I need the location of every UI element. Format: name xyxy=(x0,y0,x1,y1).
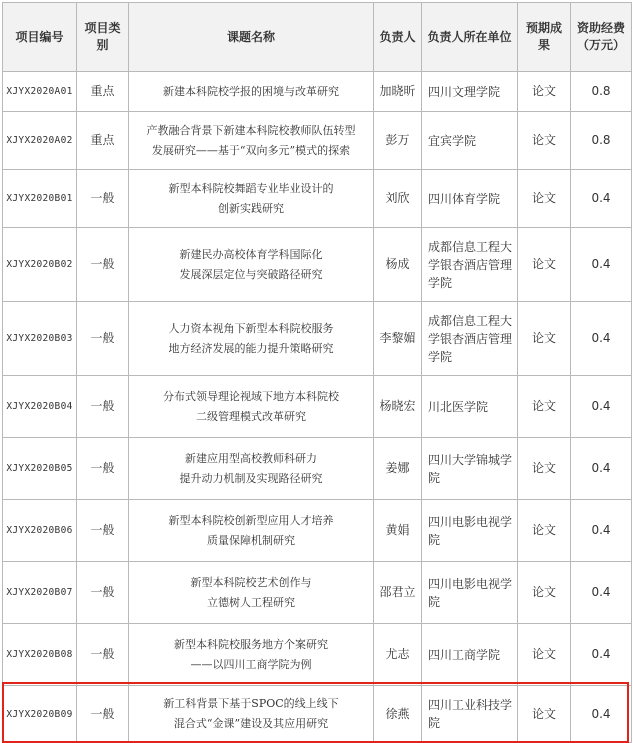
title-line: 发展研究——基于“双向多元”模式的探索 xyxy=(151,143,351,157)
cell-fee: 0.4 xyxy=(571,302,632,376)
cell-leader: 杨晓宏 xyxy=(374,376,422,438)
title-line: 新型本科院校服务地方个案研究 xyxy=(174,637,328,651)
cell-unit: 四川大学锦城学院 xyxy=(422,438,518,500)
header-code: 项目编号 xyxy=(3,3,77,72)
cell-title xyxy=(129,170,374,228)
cell-unit: 四川电影电视学院 xyxy=(422,500,518,562)
cell-leader: 黄娟 xyxy=(374,500,422,562)
cell-type: 一般 xyxy=(77,302,129,376)
cell-code: XJYX2020B04 xyxy=(3,376,77,438)
cell-code: XJYX2020A02 xyxy=(3,112,77,170)
header-outcome: 预期成果 xyxy=(518,3,571,72)
title-line: 发展深层定位与突破路径研究 xyxy=(179,267,323,281)
table-row xyxy=(3,562,632,624)
cell-type: 一般 xyxy=(77,170,129,228)
cell-fee: 0.4 xyxy=(571,624,632,686)
cell-code: XJYX2020B01 xyxy=(3,170,77,228)
title-line: 新工科背景下基于SPOC的线上线下 xyxy=(163,697,339,710)
cell-unit: 成都信息工程大学银杏酒店管理学院 xyxy=(422,228,518,302)
header-title: 课题名称 xyxy=(129,3,374,72)
title-line: 新建应用型高校教师科研力 xyxy=(185,451,317,465)
cell-outcome: 论文 xyxy=(518,500,571,562)
cell-code: XJYX2020B05 xyxy=(3,438,77,500)
cell-outcome: 论文 xyxy=(518,72,571,112)
cell-leader: 加晓昕 xyxy=(374,72,422,112)
cell-outcome: 论文 xyxy=(518,562,571,624)
cell-unit: 四川工业科技学院 xyxy=(422,686,518,743)
cell-code: XJYX2020B07 xyxy=(3,562,77,624)
cell-code: XJYX2020A01 xyxy=(3,72,77,112)
title-line: 新型本科院校舞蹈专业毕业设计的 xyxy=(168,181,334,195)
title-line: 新型本科院校创新型应用人才培养 xyxy=(168,513,334,527)
table-row xyxy=(3,72,632,112)
header-fee: 资助经费（万元） xyxy=(571,3,632,72)
cell-title xyxy=(129,500,374,562)
cell-unit: 四川体育学院 xyxy=(422,170,518,228)
cell-unit: 宜宾学院 xyxy=(422,112,518,170)
cell-fee: 0.4 xyxy=(571,500,632,562)
title-line: ——以四川工商学院为例 xyxy=(190,657,312,671)
table-row xyxy=(3,500,632,562)
cell-title xyxy=(129,112,374,170)
title-line: 分布式领导理论视域下地方本科院校 xyxy=(163,389,339,403)
cell-fee: 0.4 xyxy=(571,376,632,438)
cell-code: XJYX2020B08 xyxy=(3,624,77,686)
cell-unit: 四川电影电视学院 xyxy=(422,562,518,624)
cell-type: 重点 xyxy=(77,72,129,112)
cell-type: 一般 xyxy=(77,500,129,562)
cell-title xyxy=(129,686,374,743)
cell-title xyxy=(129,72,374,112)
table-row xyxy=(3,438,632,500)
cell-unit: 成都信息工程大学银杏酒店管理学院 xyxy=(422,302,518,376)
cell-leader: 尤志 xyxy=(374,624,422,686)
cell-outcome: 论文 xyxy=(518,624,571,686)
cell-type: 一般 xyxy=(77,376,129,438)
title-line: 二级管理模式改革研究 xyxy=(196,409,306,423)
cell-outcome: 论文 xyxy=(518,228,571,302)
cell-unit: 川北医学院 xyxy=(422,376,518,438)
cell-leader: 姜娜 xyxy=(374,438,422,500)
title-line: 质量保障机制研究 xyxy=(207,533,295,547)
title-line: 产教融合背景下新建本科院校教师队伍转型 xyxy=(146,123,356,137)
cell-leader: 徐燕 xyxy=(374,686,422,743)
table-row xyxy=(3,170,632,228)
cell-leader: 邵君立 xyxy=(374,562,422,624)
title-line: 创新实践研究 xyxy=(218,201,284,215)
table-row xyxy=(3,686,632,743)
cell-type: 一般 xyxy=(77,562,129,624)
cell-fee: 0.8 xyxy=(571,112,632,170)
cell-title xyxy=(129,562,374,624)
title-line: 新建民办高校体育学科国际化 xyxy=(179,247,323,261)
cell-title xyxy=(129,624,374,686)
cell-outcome: 论文 xyxy=(518,376,571,438)
cell-outcome: 论文 xyxy=(518,686,571,743)
cell-unit: 四川文理学院 xyxy=(422,72,518,112)
cell-title xyxy=(129,302,374,376)
cell-leader: 李黎媚 xyxy=(374,302,422,376)
title-line: 提升动力机制及实现路径研究 xyxy=(179,471,323,485)
table-row xyxy=(3,228,632,302)
cell-code: XJYX2020B06 xyxy=(3,500,77,562)
title-line: 地方经济发展的能力提升策略研究 xyxy=(168,341,334,355)
cell-fee: 0.4 xyxy=(571,438,632,500)
cell-fee: 0.4 xyxy=(571,228,632,302)
table-row xyxy=(3,624,632,686)
cell-outcome: 论文 xyxy=(518,438,571,500)
title-line: 立德树人工程研究 xyxy=(207,595,295,609)
cell-type: 重点 xyxy=(77,112,129,170)
cell-title xyxy=(129,376,374,438)
title-line: 人力资本视角下新型本科院校服务 xyxy=(168,321,334,335)
cell-outcome: 论文 xyxy=(518,112,571,170)
table-row xyxy=(3,376,632,438)
cell-leader: 刘欣 xyxy=(374,170,422,228)
cell-title xyxy=(129,438,374,500)
cell-fee: 0.4 xyxy=(571,170,632,228)
cell-title xyxy=(129,228,374,302)
header-row xyxy=(3,3,632,72)
cell-fee: 0.8 xyxy=(571,72,632,112)
project-table xyxy=(2,2,632,743)
cell-type: 一般 xyxy=(77,686,129,743)
cell-leader: 杨成 xyxy=(374,228,422,302)
cell-code: XJYX2020B03 xyxy=(3,302,77,376)
header-type: 项目类别 xyxy=(77,3,129,72)
header-unit: 负责人所在单位 xyxy=(422,3,518,72)
cell-type: 一般 xyxy=(77,438,129,500)
table-row xyxy=(3,302,632,376)
cell-outcome: 论文 xyxy=(518,170,571,228)
title-line: 新型本科院校艺术创作与 xyxy=(190,575,312,589)
cell-fee: 0.4 xyxy=(571,562,632,624)
cell-code: XJYX2020B09 xyxy=(3,686,77,743)
cell-unit: 四川工商学院 xyxy=(422,624,518,686)
cell-outcome: 论文 xyxy=(518,302,571,376)
cell-type: 一般 xyxy=(77,228,129,302)
header-leader: 负责人 xyxy=(374,3,422,72)
cell-fee: 0.4 xyxy=(571,686,632,743)
table-row xyxy=(3,112,632,170)
cell-leader: 彭万 xyxy=(374,112,422,170)
title-line: 新建本科院校学报的困境与改革研究 xyxy=(163,84,339,98)
title-line: 混合式“金课”建设及其应用研究 xyxy=(173,717,329,730)
cell-code: XJYX2020B02 xyxy=(3,228,77,302)
cell-type: 一般 xyxy=(77,624,129,686)
